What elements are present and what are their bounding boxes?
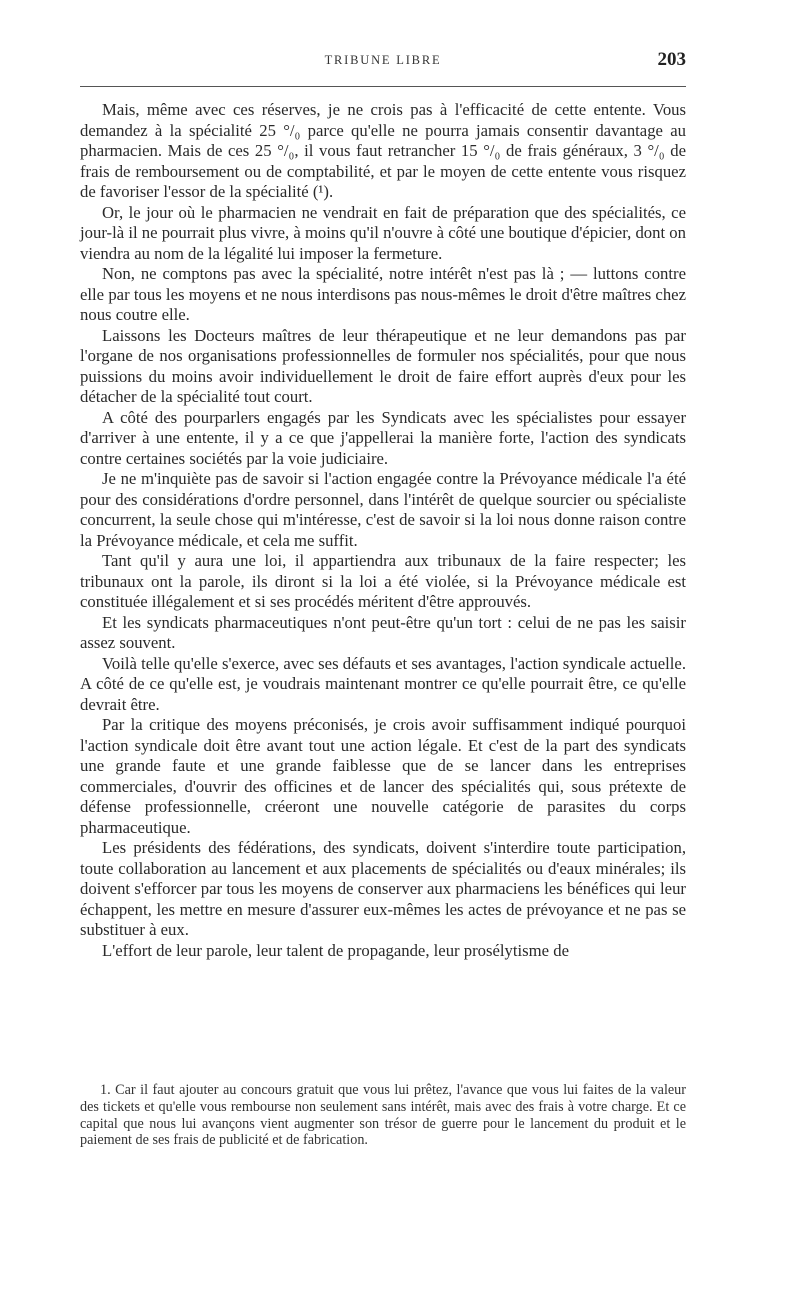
footnotes [80,1082,686,1149]
paragraph: Laissons les Docteurs maîtres de leur thérapeutique et ne leur demandons pas par l'organe de nos organisations professionnelles de formuler nos spécialités, pour que nous puissions du moins avoir individuellement le droit de faire effort auprès d'eux pour les détacher de la spécialité tout court. [80,325,686,406]
page-number: 203 [657,49,686,70]
paragraph: Mais, même avec ces réserves, je ne crois pas à l'efficacité de cette entente. Vous demandez à la spécialité 25 °/₀ parce qu'elle ne pourra jamais consentir davantage au pharmacien. Mais de ces 25 °/₀, il vous faut retrancher 15 °/₀ de frais généraux, 3 °/₀ de frais de remboursement ou de comptabilité, et par le moyen de cette entente vous risquez de favoriser l'essor de la spécialité (¹). [80,100,686,201]
paragraph: Et les syndicats pharmaceutiques n'ont peut-être qu'un tort : celui de ne pas les saisir assez souvent. [80,612,686,652]
paragraph: L'effort de leur parole, leur talent de propagande, leur prosélytisme de [102,940,569,960]
header-rule [80,86,686,87]
paragraph: Les présidents des fédérations, des syndicats, doivent s'interdire toute participation, toute collaboration au lancement et aux placements de spécialités ou d'eaux minérales; ils doivent s'efforcer par tous les moyens de conserver aux pharmaciens les bénéfices qui leur échappent, les mettre en mesure d'assurer eux-mêmes les actes de prévoyance et ne pas se substituer à eux. [80,838,686,939]
page-header [80,49,686,79]
body-text [80,100,686,961]
paragraph: Non, ne comptons pas avec la spécialité, notre intérêt n'est pas là ; — luttons contre elle par tous les moyens et ne nous interdisons pas nous-mêmes le droit d'être maîtres chez nous coutre elle. [80,264,686,324]
paragraph: Tant qu'il y aura une loi, il appartiendra aux tribunaux de la faire respecter; les tribunaux ont la parole, ils diront si la loi a été violée, si la Prévoyance médicale est constituée illégalement et si ses procédés méritent d'être approuvés. [80,551,686,611]
paragraph: A côté des pourparlers engagés par les Syndicats avec les spécialistes pour essayer d'arriver à une entente, il y a ce que j'appellerai la manière forte, l'action des syndicats contre certaines sociétés par la voie judiciaire. [80,407,686,468]
paragraph: Je ne m'inquiète pas de savoir si l'action engagée contre la Prévoyance médicale l'a été pour des considérations d'ordre personnel, dans l'intérêt de quelque sourcier ou spécialiste concurrent, la seule chose qui m'intéresse, c'est de savoir si la loi nous donne raison contre la Prévoyance médicale, et cela me suffit. [80,469,686,550]
running-title: TRIBUNE LIBRE [324,53,442,67]
paragraph: Par la critique des moyens préconisés, je crois avoir suffisamment indiqué pourquoi l'action syndicale doit être avant tout une action légale. Et c'est de la part des syndicats une grande faute et une grande faiblesse que de se lancer dans les entreprises commerciales, d'ouvrir des officines et de lancer des spécialités qui, sous prétexte de défense professionnelle, créeront une nouvelle catégorie de parasites du corps pharmaceutique. [80,715,686,837]
footnote: 1. Car il faut ajouter au concours gratuit que vous lui prêtez, l'avance que vous lui faites de la valeur des tickets et qu'elle vous rembourse non seulement sans intérêt, mais avec des frais à votre charge. Et ce capital que nous lui avançons vient augmenter son trésor de guerre pour le lancement du produit et le paiement de ses frais de publicité et de fabrication. [80,1082,686,1149]
paragraph: Voilà telle qu'elle s'exerce, avec ses défauts et ses avantages, l'action syndicale actuelle. A côté de ce qu'elle est, je voudrais maintenant montrer ce qu'elle pourrait être, ce qu'elle devrait être. [80,653,686,714]
paragraph: Or, le jour où le pharmacien ne vendrait en fait de préparation que des spécialités, ce jour-là il ne pourrait plus vivre, à moins qu'il n'ouvre à côté une boutique d'épicier, dont on viendra au nom de la légalité lui imposer la fermeture. [80,202,686,263]
